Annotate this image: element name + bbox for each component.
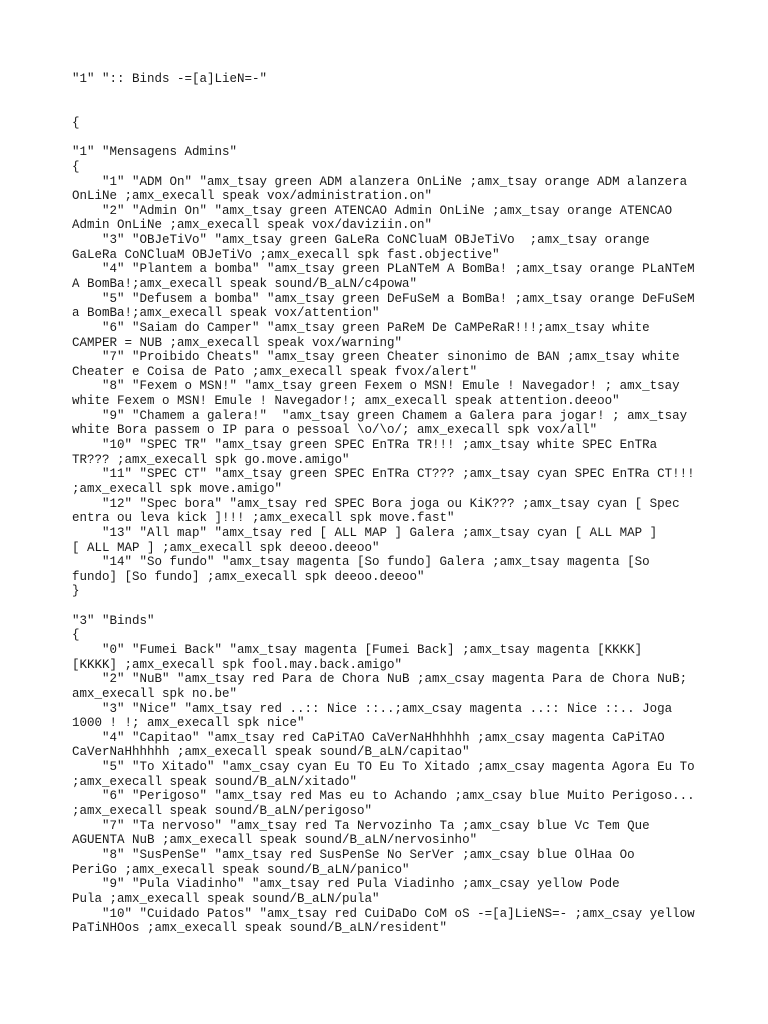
code-line: "2" "Admin On" "amx_tsay green ATENCAO Admin OnLiNe ;amx_tsay orange ATENCAO <box>72 203 673 218</box>
section-mensagens-admins <box>72 145 712 599</box>
code-line: "3" "OBJeTiVo" "amx_tsay green GaLeRa CoNCluaM OBJeTiVo ;amx_tsay orange <box>72 233 650 248</box>
code-line: ;amx_execall speak sound/B_aLN/perigoso" <box>72 804 373 819</box>
code-line: CAMPER = NUB ;amx_execall speak vox/warning" <box>72 335 403 350</box>
code-line: "9" "Pula Viadinho" "amx_tsay red Pula Viadinho ;amx_csay yellow Pode <box>72 877 620 892</box>
section-binds <box>72 614 712 936</box>
code-line: AGUENTA NuB ;amx_execall speak sound/B_aLN/nervosinho" <box>72 833 478 848</box>
code-line: GaLeRa CoNCluaM OBJeTiVo ;amx_execall spk fast.objective" <box>72 247 500 262</box>
code-line: white Bora passem o IP para o pessoal \o/\o/; amx_execall spk vox/all" <box>72 423 598 438</box>
code-line: entra ou leva kick ]!!! ;amx_execall spk move.fast" <box>72 511 455 526</box>
code-line: Pula ;amx_execall speak sound/B_aLN/pula" <box>72 891 380 906</box>
code-line: "13" "All map" "amx_tsay red [ ALL MAP ] Galera ;amx_tsay cyan [ ALL MAP ] <box>72 525 658 540</box>
code-line: amx_execall spk no.be" <box>72 686 238 701</box>
code-line: "11" "SPEC CT" "amx_tsay green SPEC EnTRa CT??? ;amx_tsay cyan SPEC EnTRa CT!!! <box>72 467 695 482</box>
code-line: "10" "SPEC TR" "amx_tsay green SPEC EnTRa TR!!! ;amx_tsay white SPEC EnTRa <box>72 438 658 453</box>
code-line: 1000 ! !; amx_execall spk nice" <box>72 716 305 731</box>
code-line: "5" "Defusem a bomba" "amx_tsay green DeFuSeM a BomBa! ;amx_tsay orange DeFuSeM <box>72 291 695 306</box>
document-header: "1" ":: Binds -=[a]LieN=-" <box>72 72 268 86</box>
code-line: [KKKK] ;amx_execall spk fool.may.back.amigo" <box>72 657 403 672</box>
document-open-brace: { <box>72 115 80 130</box>
code-line: CaVerNaHhhhhh ;amx_execall speak sound/B_aLN/capitao" <box>72 745 470 760</box>
code-line: ;amx_execall spk move.amigo" <box>72 481 283 496</box>
code-line: "5" "To Xitado" "amx_csay cyan Eu TO Eu To Xitado ;amx_csay magenta Agora Eu To <box>72 760 695 775</box>
section-open-brace: { <box>72 159 80 174</box>
code-line: Admin OnLiNe ;amx_execall speak vox/daviziin.on" <box>72 218 433 233</box>
code-line: "6" "Saiam do Camper" "amx_tsay green PaReM De CaMPeRaR!!!;amx_tsay white <box>72 320 650 335</box>
code-line: "7" "Ta nervoso" "amx_tsay red Ta Nervozinho Ta ;amx_csay blue Vc Tem Que <box>72 818 650 833</box>
code-line: "14" "So fundo" "amx_tsay magenta [So fundo] Galera ;amx_tsay magenta [So <box>72 555 650 570</box>
code-line: "8" "SusPenSe" "amx_tsay red SusPenSe No SerVer ;amx_csay blue OlHaa Oo <box>72 847 635 862</box>
section-open-brace: { <box>72 628 80 643</box>
code-line: "7" "Proibido Cheats" "amx_tsay green Cheater sinonimo de BAN ;amx_tsay white <box>72 350 680 365</box>
code-line: [ ALL MAP ] ;amx_execall spk deeoo.deeoo" <box>72 540 380 555</box>
code-line: "9" "Chamem a galera!" "amx_tsay green Chamem a Galera para jogar! ; amx_tsay <box>72 408 688 423</box>
section-close-brace: } <box>72 584 80 599</box>
section-title: "3" "Binds" <box>72 613 155 628</box>
code-line: "4" "Capitao" "amx_tsay red CaPiTAO CaVerNaHhhhhh ;amx_csay magenta CaPiTAO <box>72 730 665 745</box>
code-line: white Fexem o MSN! Emule ! Navegador!; amx_execall speak attention.deeoo" <box>72 394 620 409</box>
code-line: "8" "Fexem o MSN!" "amx_tsay green Fexem o MSN! Emule ! Navegador! ; amx_tsay <box>72 379 680 394</box>
spacer <box>72 131 712 146</box>
code-line: "0" "Fumei Back" "amx_tsay magenta [Fumei Back] ;amx_tsay magenta [KKKK] <box>72 643 643 657</box>
code-line: a BomBa!;amx_execall speak vox/attention" <box>72 306 380 321</box>
code-line: fundo] [So fundo] ;amx_execall spk deeoo.deeoo" <box>72 569 425 584</box>
code-line: OnLiNe ;amx_execall speak vox/administration.on" <box>72 189 433 204</box>
code-line: PeriGo ;amx_execall speak sound/B_aLN/panico" <box>72 862 410 877</box>
document-page <box>72 72 712 936</box>
code-line: "2" "NuB" "amx_tsay red Para de Chora NuB ;amx_csay magenta Para de Chora NuB; <box>72 672 688 687</box>
code-line: "12" "Spec bora" "amx_tsay red SPEC Bora joga ou KiK??? ;amx_tsay cyan [ Spec <box>72 496 680 511</box>
code-line: "6" "Perigoso" "amx_tsay red Mas eu to Achando ;amx_csay blue Muito Perigoso... <box>72 789 695 804</box>
spacer <box>72 599 712 614</box>
code-line: Cheater e Coisa de Pato ;amx_execall speak fvox/alert" <box>72 364 478 379</box>
section-title: "1" "Mensagens Admins" <box>72 145 238 160</box>
code-line: A BomBa!;amx_execall speak sound/B_aLN/c4powa" <box>72 276 418 291</box>
code-line: "4" "Plantem a bomba" "amx_tsay green PLaNTeM A BomBa! ;amx_tsay orange PLaNTeM <box>72 262 695 277</box>
code-line: ;amx_execall speak sound/B_aLN/xitado" <box>72 774 358 789</box>
code-line: PaTiNHOos ;amx_execall speak sound/B_aLN/resident" <box>72 921 448 936</box>
code-line: "3" "Nice" "amx_tsay red ..:: Nice ::..;amx_csay magenta ..:: Nice ::.. Joga <box>72 701 673 716</box>
spacer <box>72 87 712 116</box>
code-line: TR??? ;amx_execall spk go.move.amigo" <box>72 452 350 467</box>
code-line: "1" "ADM On" "amx_tsay green ADM alanzera OnLiNe ;amx_tsay orange ADM alanzera <box>72 174 688 189</box>
code-line: "10" "Cuidado Patos" "amx_tsay red CuiDaDo CoM oS -=[a]LieNS=- ;amx_csay yellow <box>72 906 695 921</box>
